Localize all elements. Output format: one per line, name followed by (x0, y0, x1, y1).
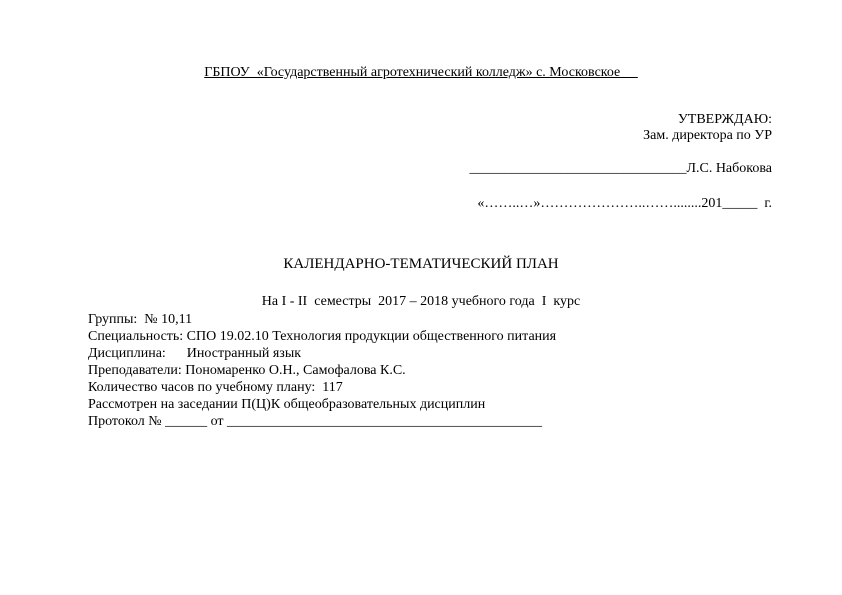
detail-review: Рассмотрен на заседании П(Ц)К общеобразовательных дисциплин (88, 397, 486, 412)
plan-title: КАЛЕНДАРНО-ТЕМАТИЧЕСКИЙ ПЛАН (283, 256, 559, 272)
detail-teachers: Преподаватели: Пономаренко О.Н., Самофалова К.С. (88, 363, 406, 378)
institution-header: ГБПОУ «Государственный агротехнический колледж» с. Московское (204, 65, 638, 80)
plan-semesters: На I - II семестры 2017 – 2018 учебного года I курс (261, 294, 581, 309)
detail-protocol: Протокол № ______ от _____________________________________________ (88, 414, 543, 429)
detail-groups: Группы: № 10,11 (88, 312, 193, 327)
plan-details (88, 311, 556, 430)
detail-specialty: Специальность: СПО 19.02.10 Технология продукции общественного питания (88, 329, 557, 344)
detail-discipline: Дисциплина: Иностранный язык (88, 346, 302, 361)
approval-title: УТВЕРЖДАЮ: (677, 112, 772, 127)
detail-hours: Количество часов по учебному плану: 117 (88, 380, 343, 395)
approval-date-line: «……..…»…………………..……........201_____ г. (477, 196, 772, 211)
approval-position: Зам. директора по УР (643, 128, 772, 143)
approval-signature-line: _______________________________Л.С. Набокова (469, 161, 772, 176)
